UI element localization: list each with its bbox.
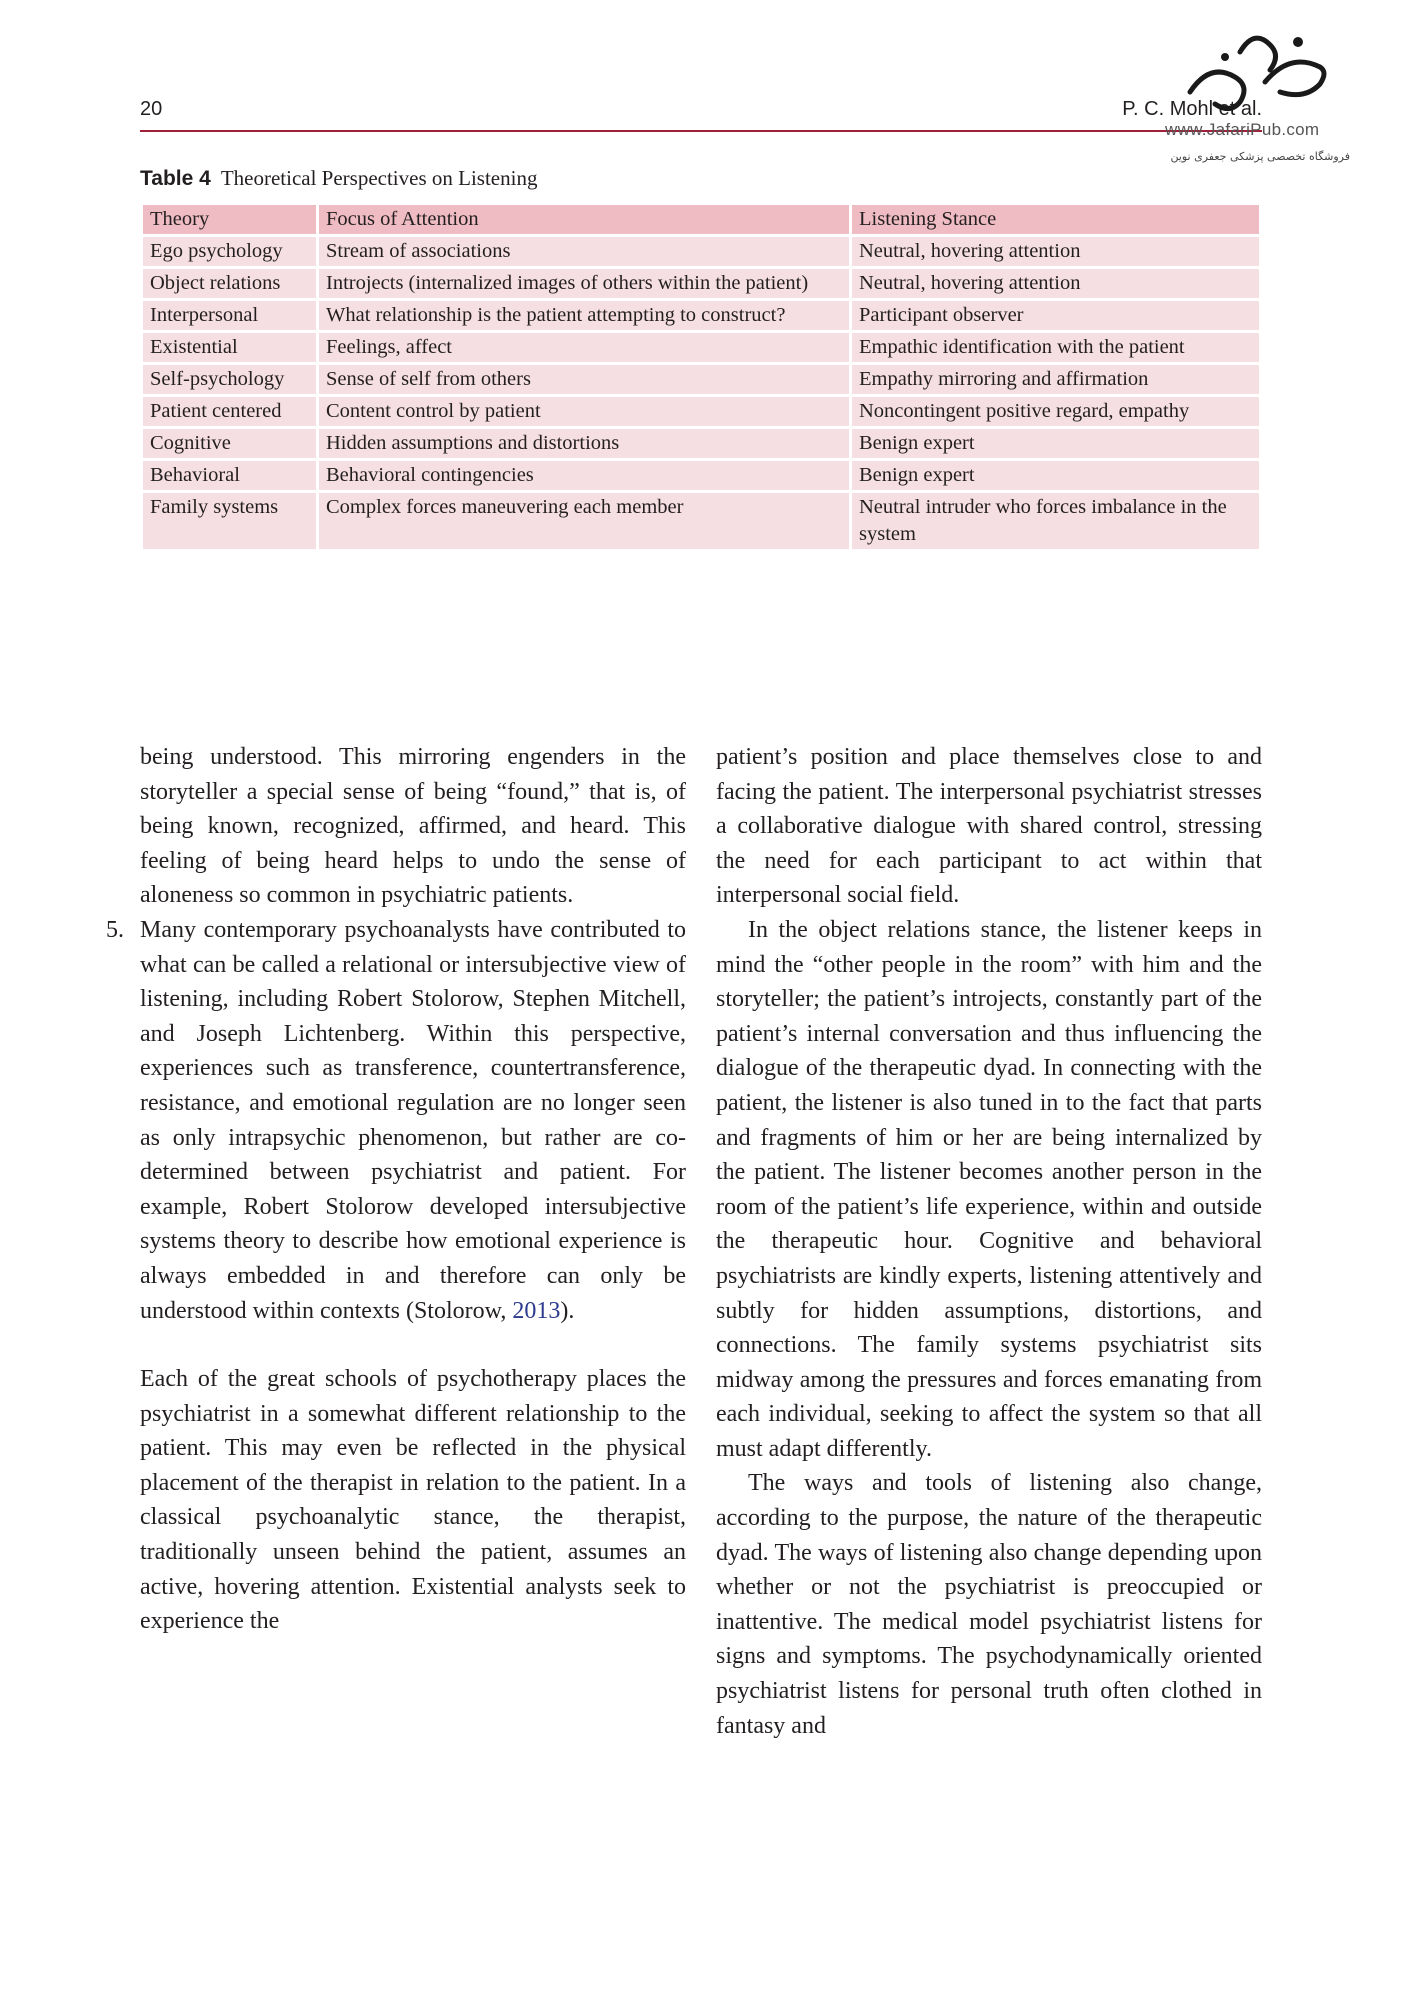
- table-cell: Neutral, hovering attention: [852, 269, 1259, 298]
- list-item-text: Many contemporary psychoanalysts have contributed to what can be called a relational or intersubjective view of listening, including Robert Stolorow, Stephen Mitchell, and Joseph Lichtenberg. Within this perspective, experiences such as transference, countertransference, resistance, and emotional regulation are no longer seen as only intrapsychic phenomenon, but rather are co-determined between psychiatrist and patient. For example, Robert Stolorow developed intersubjective systems theory to describe how emotional experience is always embedded in and therefore can only be understood within contexts (Stolorow,: [140, 916, 686, 1324]
- table-cell: Existential: [143, 333, 316, 362]
- paragraph-gap: [140, 1328, 686, 1362]
- table-row: [143, 397, 1259, 426]
- watermark-subtitle: فروشگاه تخصصی پزشکی جعفری نوین: [1170, 150, 1350, 163]
- table-header-cell: Listening Stance: [852, 205, 1259, 234]
- table-cell: Content control by patient: [319, 397, 849, 426]
- body-paragraph: The ways and tools of listening also change, according to the purpose, the nature of the therapeutic dyad. The ways of listening also change depending upon whether or not the psychiatrist is preoccupied or inattentive. The medical model psychiatrist listens for signs and symptoms. The psychodynamically oriented psychiatrist listens for personal truth often clothed in fantasy and: [716, 1470, 1262, 1739]
- theory-table: [140, 202, 1262, 552]
- table-row: [143, 365, 1259, 394]
- citation-link[interactable]: 2013: [512, 1297, 561, 1324]
- table-cell: Feelings, affect: [319, 333, 849, 362]
- table-cell: Sense of self from others: [319, 365, 849, 394]
- table-cell: Complex forces maneuvering each member: [319, 493, 849, 549]
- list-item-number: 5.: [106, 916, 124, 943]
- table-cell: Noncontingent positive regard, empathy: [852, 397, 1259, 426]
- table-title: Theoretical Perspectives on Listening: [220, 166, 538, 190]
- table-cell: Neutral, hovering attention: [852, 237, 1259, 266]
- table-cell: Ego psychology: [143, 237, 316, 266]
- list-item-end: ).: [560, 1297, 575, 1324]
- table-header-row: [143, 205, 1259, 234]
- body-paragraph: Each of the great schools of psychotherapy places the psychiatrist in a somewhat different relationship to the patient. This may even be reflected in the physical placement of the therapist in relation to the patient. In a classical psychoanalytic stance, the therapist, traditionally unseen behind the patient, assumes an active, hovering attention. Existential analysts seek to experience the: [140, 1366, 686, 1635]
- table-label: Table 4: [140, 167, 211, 190]
- table-cell: Interpersonal: [143, 301, 316, 330]
- table-cell: Behavioral: [143, 461, 316, 490]
- table-row: [143, 333, 1259, 362]
- watermark-url: www.JafariPub.com: [1165, 120, 1320, 139]
- table-cell: Benign expert: [852, 429, 1259, 458]
- table-cell: Participant observer: [852, 301, 1259, 330]
- table-cell: Family systems: [143, 493, 316, 549]
- table-cell: Stream of associations: [319, 237, 849, 266]
- watermark-logo-icon: [1180, 22, 1330, 117]
- table-cell: Self-psychology: [143, 365, 316, 394]
- table-cell: Empathic identification with the patient: [852, 333, 1259, 362]
- running-head: P. C. Mohl et al.: [1122, 98, 1262, 120]
- table-row: [143, 493, 1259, 549]
- table-cell: Benign expert: [852, 461, 1259, 490]
- table-row: [143, 301, 1259, 330]
- left-column: [106, 740, 686, 1639]
- table-cell: Patient centered: [143, 397, 316, 426]
- table-cell: Behavioral contingencies: [319, 461, 849, 490]
- table-caption: [140, 166, 537, 191]
- list-item-continuation: being understood. This mirroring engenders in the storyteller a special sense of being “found,” that is, of being known, recognized, affirmed, and heard. This feeling of being heard helps to undo the sense of aloneness so common in psychiatric patients.: [140, 744, 686, 909]
- table-row: [143, 269, 1259, 298]
- header-rule: [140, 130, 1262, 132]
- body-paragraph: patient’s position and place themselves close to and facing the patient. The interpersonal psychiatrist stresses a collaborative dialogue with shared control, stressing the need for each participant to act within that interpersonal social field.: [716, 744, 1262, 909]
- table-row: [143, 237, 1259, 266]
- list-item-5: [106, 913, 686, 1328]
- table-row: [143, 461, 1259, 490]
- table-cell: Introjects (internalized images of others within the patient): [319, 269, 849, 298]
- watermark: [1160, 22, 1350, 163]
- page-number: 20: [140, 98, 163, 120]
- table-header-cell: Theory: [143, 205, 316, 234]
- table-cell: Empathy mirroring and affirmation: [852, 365, 1259, 394]
- table-cell: Neutral intruder who forces imbalance in the system: [852, 493, 1259, 549]
- table-cell: What relationship is the patient attempting to construct?: [319, 301, 849, 330]
- table-header-cell: Focus of Attention: [319, 205, 849, 234]
- body-paragraph: In the object relations stance, the listener keeps in mind the “other people in the room” with him and the storyteller; the patient’s introjects, constantly part of the patient’s internal conversation and thus influencing the dialogue of the therapeutic dyad. In connecting with the patient, the listener is also tuned in to the fact that parts and fragments of him or her are being internalized by the patient. The listener becomes another person in the room of the patient’s life experience, within and outside the therapeutic hour. Cognitive and behavioral psychiatrists are kindly experts, listening attentively and subtly for hidden assumptions, distortions, and connections. The family systems psychiatrist sits midway among the pressures and forces emanating from each individual, seeking to affect the system so that all must adapt differently.: [716, 916, 1262, 1462]
- table-cell: Object relations: [143, 269, 316, 298]
- table-row: [143, 429, 1259, 458]
- table-cell: Hidden assumptions and distortions: [319, 429, 849, 458]
- table-cell: Cognitive: [143, 429, 316, 458]
- right-column: [716, 740, 1262, 1743]
